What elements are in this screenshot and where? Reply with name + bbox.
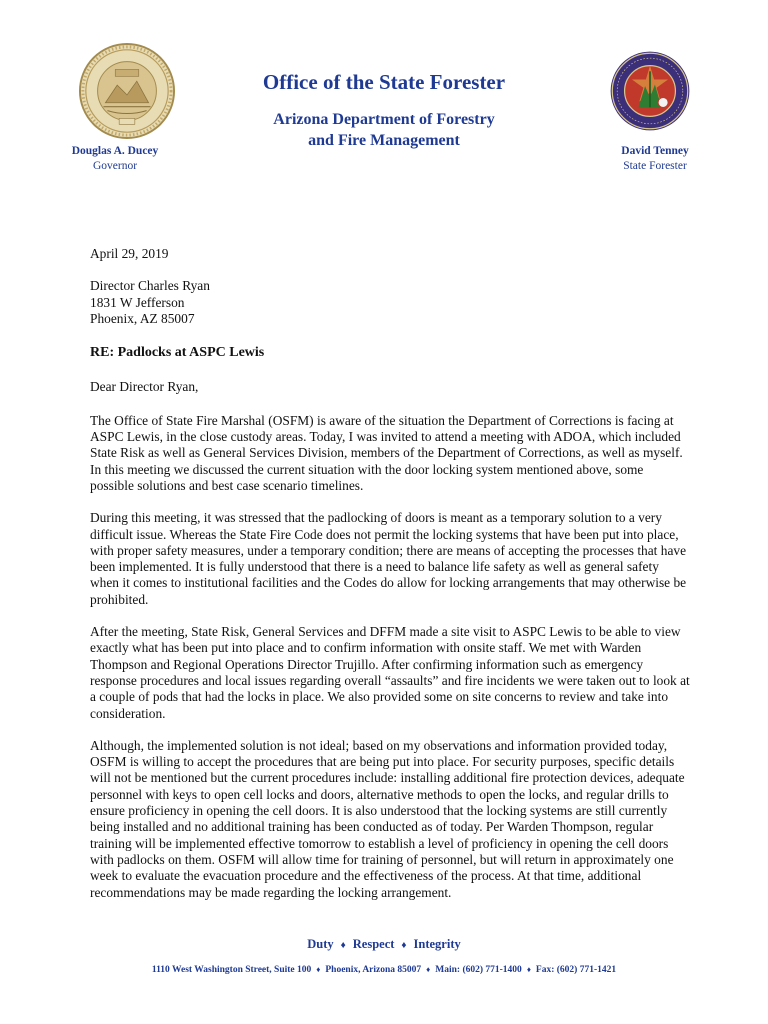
forester-block bbox=[590, 144, 720, 174]
diamond-separator-icon: ♦ bbox=[316, 965, 321, 974]
motto-integrity: Integrity bbox=[413, 937, 461, 951]
diamond-separator-icon: ♦ bbox=[401, 940, 407, 951]
recipient-city: Phoenix, AZ 85007 bbox=[90, 310, 195, 326]
motto-duty: Duty bbox=[307, 937, 334, 951]
governor-title: Governor bbox=[92, 160, 138, 172]
footer-motto bbox=[0, 937, 768, 952]
office-title: Office of the State Forester bbox=[262, 70, 506, 94]
paragraph-3: After the meeting, State Risk, General Services and DFFM made a site visit to ASPC Lewis to be able to view exactly what has been put into place and to confirm information with onsite staff. We met with Warden Thompson and Regional Operations Director Trujillo. After confirming information such as emergency response procedures and local issues regarding overall “assaults” and fire incidents we were taken out to look at a couple of pods that had the locks in place. We also provided some on site concerns to review and take into consideration. bbox=[90, 624, 690, 721]
recipient-address bbox=[90, 278, 690, 327]
paragraph-2: During this meeting, it was stressed that the padlocking of doors is meant as a temporary solution to a very difficult issue. Whereas the State Fire Code does not permit the locking systems that have been put into place, with proper safety measures, under a temporary condition; there are means of accepting the processes that have been implemented. It is fully understood that there is a need to balance life safety as well as general safety when it comes to institutional facilities and the Codes do allow for locking arrangements that may otherwise be prohibited. bbox=[90, 510, 687, 607]
diamond-separator-icon: ♦ bbox=[526, 965, 531, 974]
salutation: Dear Director Ryan, bbox=[90, 379, 199, 395]
letter-body bbox=[90, 246, 690, 917]
recipient-name: Director Charles Ryan bbox=[90, 278, 210, 294]
subject-line: RE: Padlocks at ASPC Lewis bbox=[90, 345, 265, 361]
governor-name: Douglas A. Ducey bbox=[71, 145, 159, 157]
department-name-line2: and Fire Management bbox=[308, 132, 460, 149]
arizona-state-seal-icon bbox=[78, 42, 176, 140]
letter-date: April 29, 2019 bbox=[90, 246, 169, 261]
forester-title: State Forester bbox=[623, 160, 687, 172]
paragraph-1: The Office of State Fire Marshal (OSFM) is aware of the situation the Department of Corrections is facing at ASPC Lewis, in the close custody areas. Today, I was invited to attend a meeting with ADOA, which included State Risk as well as General Services Division, members of the Department of Corrections, as well as myself. In this meeting we discussed the current situation with the door locking system mentioned above, some possible solutions and best case scenario timelines. bbox=[90, 412, 683, 493]
paragraph-4: Although, the implemented solution is not ideal; based on my observations and information provided today, OSFM is willing to accept the procedures that are being put into place. For security purposes, specific details will not be mentioned but the current procedures include: installing additional fire protection devices, adequate personnel with keys to open cell locks and doors, alternative methods to open the locks, and regular drills to ensure proficiency in opening the cell doors. It is also understood that the locking systems are still currently being installed and no additional training has been conducted as of today. Per Warden Thompson, regular training will be implemented effective tomorrow to establish a level of proficiency in opening the cell doors with padlocks on them. OSFM will allow time for training of personnel, but will return in approximately one week to evaluate the evacuation procedure and the effectiveness of the process. At that time, additional recommendations may be made regarding the locking arrangement. bbox=[90, 737, 685, 900]
motto-respect: Respect bbox=[352, 937, 395, 951]
footer-city: Phoenix, Arizona 85007 bbox=[325, 965, 422, 975]
forester-name: David Tenney bbox=[621, 145, 689, 157]
recipient-street: 1831 W Jefferson bbox=[90, 294, 185, 310]
dffm-seal-icon bbox=[609, 50, 691, 132]
footer-fax: Fax: (602) 771-1421 bbox=[535, 965, 617, 975]
footer-main-phone: Main: (602) 771-1400 bbox=[435, 965, 522, 975]
footer-address bbox=[0, 965, 768, 975]
department-name-line1: Arizona Department of Forestry bbox=[273, 111, 495, 128]
footer-street: 1110 West Washington Street, Suite 100 bbox=[151, 965, 312, 975]
governor-block bbox=[50, 144, 180, 174]
diamond-separator-icon: ♦ bbox=[340, 940, 346, 951]
diamond-separator-icon: ♦ bbox=[426, 965, 431, 974]
